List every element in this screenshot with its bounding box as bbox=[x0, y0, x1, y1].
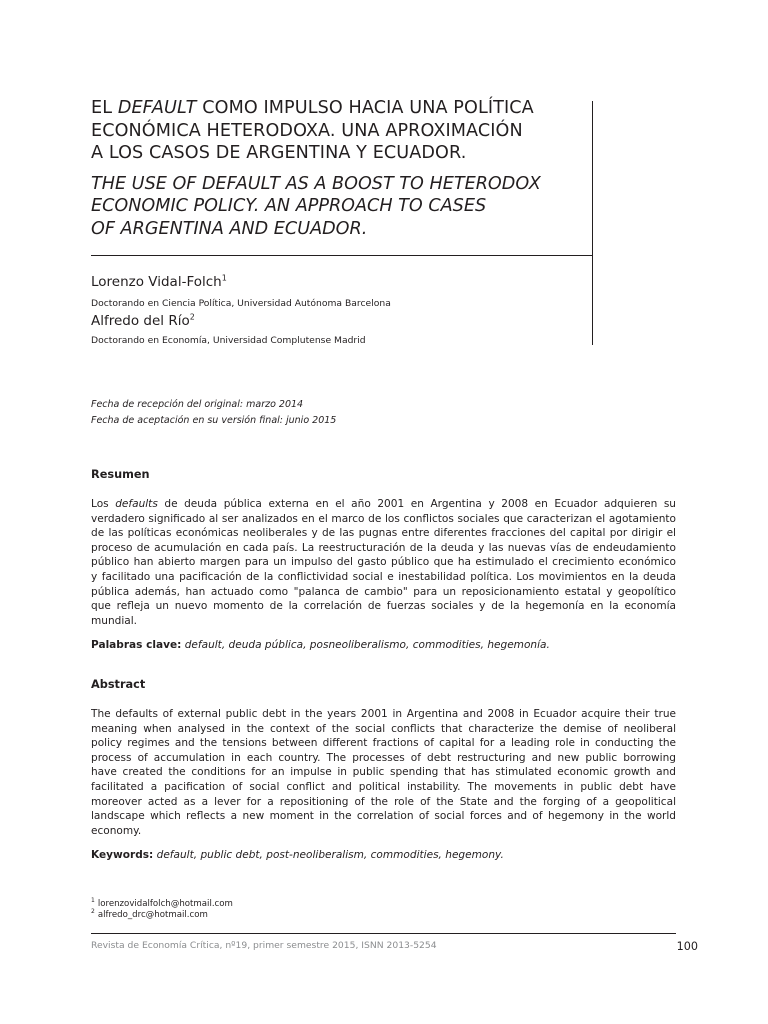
paragraph-line: have created the conditions for an impulse in public spending that has stimulated economic growth and bbox=[91, 766, 676, 779]
title-es-line1-rest: COMO IMPULSO HACIA UNA POLÍTICA bbox=[196, 98, 534, 118]
resumen-keywords bbox=[91, 639, 550, 651]
footnotes bbox=[91, 899, 233, 921]
footnote-2-email[interactable]: alfredo_drc@hotmail.com bbox=[97, 910, 208, 921]
paragraph-line: de las políticas económicas neoliberales y de las pugnas entre diferentes fracciones del capital por dirigir el bbox=[91, 527, 676, 540]
title-block bbox=[91, 97, 581, 240]
paragraph-line: The defaults of external public debt in the years 2001 in Argentina and 2008 in Ecuador acquire their true bbox=[91, 708, 676, 720]
title-spanish bbox=[91, 97, 581, 165]
paragraph-line: policy regimes and the tensions between different fractions of capital for a leading role in conducting the bbox=[91, 737, 676, 750]
author-affiliation-1: Doctorando en Ciencia Política, Universidad Autónoma Barcelona bbox=[91, 298, 391, 309]
author-1-footnote-mark[interactable]: 1 bbox=[221, 273, 227, 283]
author-2-footnote-mark[interactable]: 2 bbox=[189, 312, 195, 322]
keywords-label-es: Palabras clave: bbox=[91, 639, 182, 651]
dates-block bbox=[91, 397, 336, 429]
paragraph-line: moreover acted as a lever for a repositioning of the role of the State and the forging of a geopolitical bbox=[91, 795, 676, 808]
date-received: Fecha de recepción del original: marzo 2014 bbox=[91, 399, 304, 410]
resumen-paragraph bbox=[91, 497, 676, 628]
abstract-heading: Abstract bbox=[91, 678, 146, 691]
journal-citation: Revista de Economía Crítica, nº19, primer semestre 2015, ISNN 2013-5254 bbox=[91, 940, 437, 951]
keywords-es: default, deuda pública, posneoliberalismo, commodities, hegemonía. bbox=[184, 639, 550, 651]
paragraph-line: público han abierto margen para un impulso del gasto público que ha estimulado el crecimiento económico bbox=[91, 556, 676, 569]
title-en-line1: THE USE OF DEFAULT AS A BOOST TO HETERODOX bbox=[91, 173, 541, 194]
paragraph-line: mundial. bbox=[91, 614, 138, 627]
author-affiliation-2: Doctorando en Economía, Universidad Complutense Madrid bbox=[91, 335, 366, 346]
paragraph-line: proceso de acumulación en cada país. La reestructuración de la deuda y las nuevas vías de endeudamiento bbox=[91, 541, 676, 554]
date-accepted: Fecha de aceptación en su versión final: junio 2015 bbox=[91, 415, 337, 426]
abstract-paragraph bbox=[91, 707, 676, 838]
paragraph-line: process of accumulation in each country. The processes of debt restructuring and new public borrowing bbox=[91, 751, 676, 764]
title-es-italic: DEFAULT bbox=[117, 98, 197, 118]
title-en-line3: OF ARGENTINA AND ECUADOR. bbox=[91, 218, 368, 239]
title-english bbox=[91, 173, 581, 241]
keywords-en: default, public debt, post-neoliberalism, commodities, hegemony. bbox=[156, 849, 504, 861]
title-es-prefix: EL bbox=[91, 98, 118, 118]
page-number: 100 bbox=[676, 940, 698, 953]
abstract-keywords bbox=[91, 849, 504, 861]
title-en-line2: ECONOMIC POLICY. AN APPROACH TO CASES bbox=[91, 196, 487, 216]
footer-rule bbox=[91, 933, 676, 934]
resumen-heading: Resumen bbox=[91, 468, 150, 481]
title-vertical-rule bbox=[592, 101, 593, 345]
footnote-2: $^2$ alfredo_drc@hotmail.com bbox=[91, 908, 208, 921]
paragraph-line: Los defaults de deuda pública externa en el año 2001 en Argentina y 2008 en Ecuador adquieren su bbox=[91, 498, 676, 510]
paragraph-line: meaning when analysed in the context of the social conflicts that characterize the demise of neoliberal bbox=[91, 722, 676, 735]
paragraph-line: y facilitado una pacificación de la conflictividad social e inestabilidad política. Los movimientos en la deuda bbox=[91, 570, 676, 583]
footnote-1: $^1$ lorenzovidalfolch@hotmail.com bbox=[91, 897, 233, 909]
author-name-1: Lorenzo Vidal-Folch$^1$ bbox=[91, 273, 227, 290]
paragraph-line: que refleja un nuevo momento de la correlación de fuerzas sociales y de la hegemonía en la economía bbox=[91, 600, 676, 613]
paragraph-line: pública además, han actuado como "palanca de cambio" para un reposicionamiento estatal y geopolítico bbox=[91, 585, 676, 598]
paragraph-line: facilitated a pacification of social conflict and political instability. The movements in public debt have bbox=[91, 780, 676, 793]
paragraph-line: landscape which reflects a new moment in the correlation of social forces and of hegemony in the world bbox=[91, 810, 676, 823]
title-es-line2: ECONÓMICA HETERODOXA. UNA APROXIMACIÓN bbox=[91, 120, 523, 141]
paragraph-line: economy. bbox=[91, 824, 142, 837]
footnote-1-email[interactable]: lorenzovidalfolch@hotmail.com bbox=[97, 899, 233, 909]
author-name-2: Alfredo del Río$^2$ bbox=[91, 312, 195, 329]
keywords-label-en: Keywords: bbox=[91, 849, 154, 861]
title-es-line3: A LOS CASOS DE ARGENTINA Y ECUADOR. bbox=[91, 143, 467, 163]
paragraph-line: verdadero significado al ser analizados en el marco de los conflictos sociales que caracterizan el agotamiento bbox=[91, 512, 676, 525]
title-horizontal-rule bbox=[91, 255, 592, 256]
